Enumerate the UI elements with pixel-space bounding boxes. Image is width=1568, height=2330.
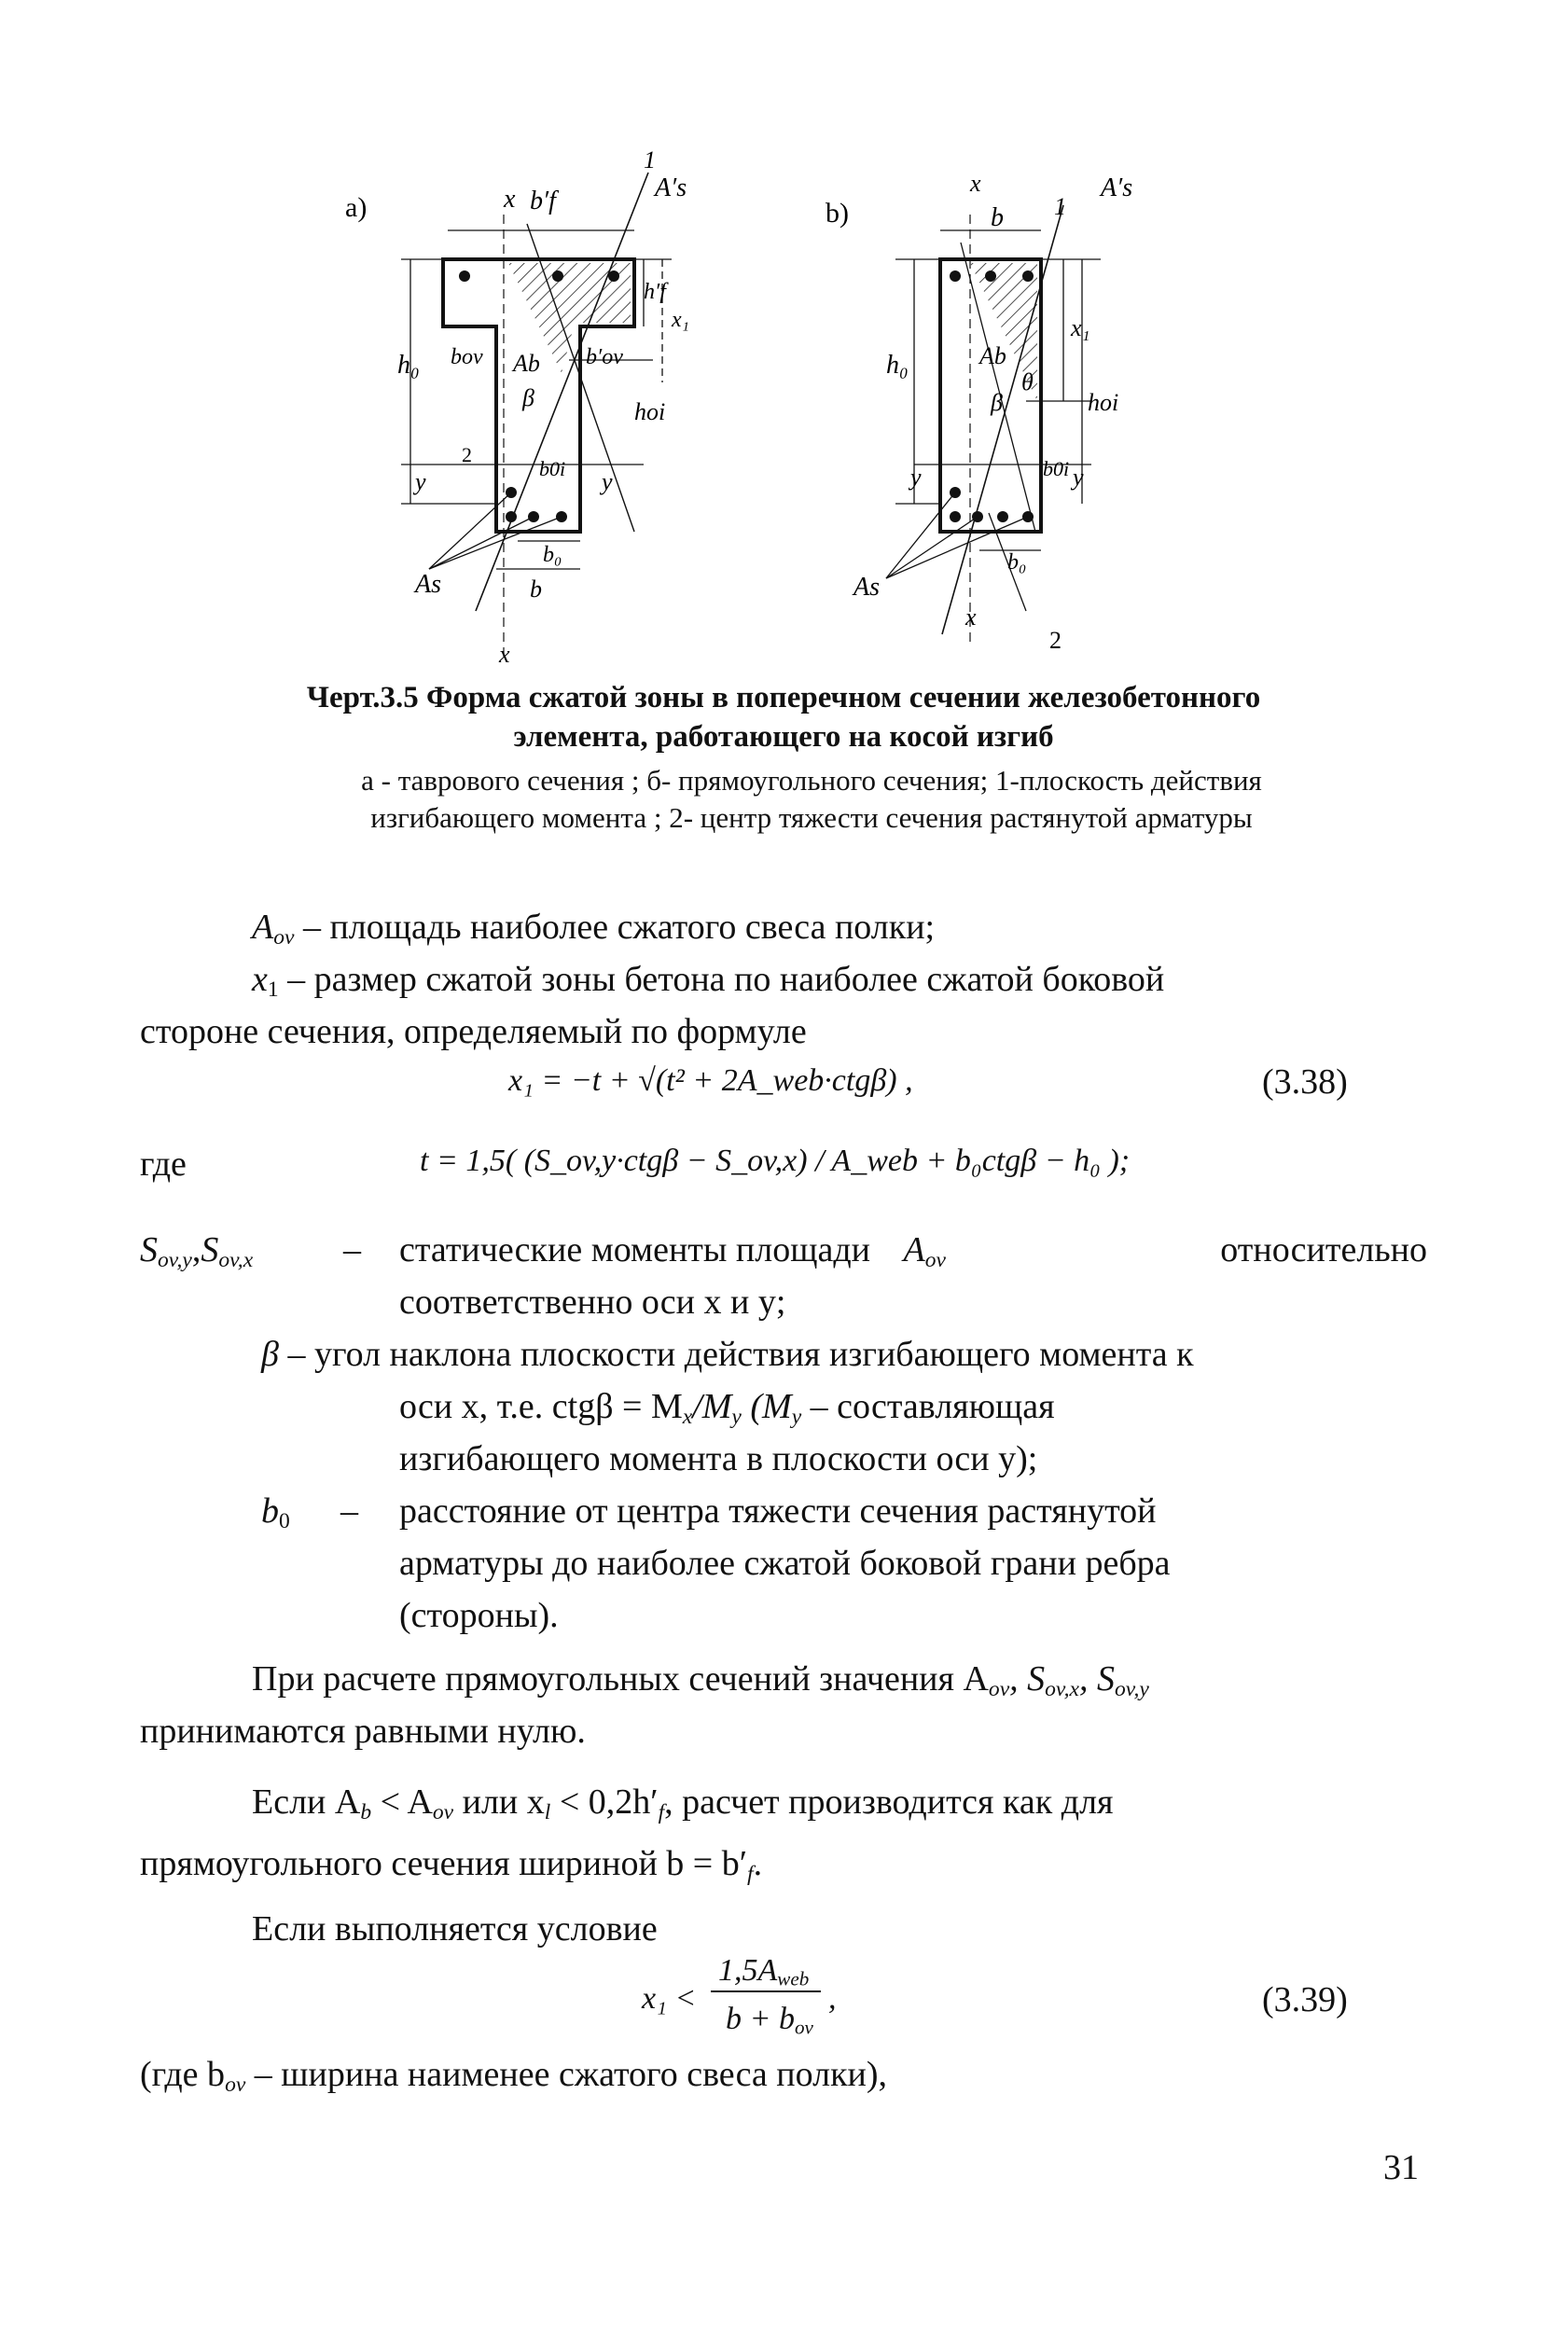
- formula-3-39-denominator: $b + b_{ov}$: [726, 2002, 813, 2039]
- svg-text:b: b: [530, 576, 542, 603]
- svg-text:b: b: [991, 203, 1004, 232]
- svg-text:bov: bov: [451, 345, 483, 369]
- svg-text:x: x: [499, 641, 510, 668]
- b0-desc-line3: (стороны).: [399, 1596, 559, 1635]
- svg-text:x₁: x₁: [672, 308, 689, 332]
- svg-text:h₀: h₀: [397, 351, 420, 380]
- svg-text:x: x: [504, 185, 516, 214]
- sov-symbols: $S_{ov,y},S_{ov,x}$: [140, 1230, 254, 1272]
- equation-number-3-38: (3.38): [1262, 1062, 1348, 1102]
- svg-text:h′f: h′f: [644, 280, 666, 304]
- b0-dash: –: [340, 1491, 358, 1531]
- b0-desc-line1: расстояние от центра тяжести сечения растянутой: [399, 1491, 1157, 1531]
- svg-text:As: As: [415, 570, 441, 599]
- svg-text:A′s: A′s: [655, 173, 687, 202]
- svg-text:h₀: h₀: [886, 351, 909, 380]
- caption-title-line2: элемента, работающего на косой изгиб: [513, 720, 1054, 754]
- last-line: (где $b_{ov}$ – ширина наименее сжатого свеса полки),: [140, 2055, 888, 2097]
- caption-title-line1: Черт.3.5 Форма сжатой зоны в поперечном сечении железобетонного: [306, 681, 1261, 714]
- svg-text:y: y: [910, 464, 922, 491]
- svg-text:1: 1: [1054, 193, 1066, 220]
- equation-number-3-39: (3.39): [1262, 1980, 1348, 2019]
- condition-paragraph-line1: Если $A_b < A_{ov}$ или $x_l < 0,2h'_f$, расчет производится как для: [252, 1782, 1114, 1824]
- formula-3-39-numerator: $1,5A_{web}$: [718, 1953, 810, 1990]
- where-label: где: [140, 1144, 187, 1184]
- svg-text:As: As: [853, 573, 880, 602]
- rebar-top-left-a: [459, 270, 470, 282]
- beta-def-line3: изгибающего момента в плоскости оси y);: [399, 1439, 1038, 1478]
- svg-text:β: β: [991, 389, 1003, 416]
- svg-text:b0i: b0i: [539, 457, 566, 480]
- x1-definition: $x_1$ – размер сжатой зоны бетона по наиболее сжатой боковой: [252, 960, 1165, 1002]
- svg-text:2: 2: [462, 443, 472, 466]
- formula-3-39-lhs: x₁ <: [642, 1981, 697, 2016]
- panel-b-label: b): [826, 198, 849, 229]
- svg-text:2: 2: [1049, 627, 1062, 654]
- svg-text:b′f: b′f: [530, 187, 556, 215]
- svg-text:x₁: x₁: [1071, 314, 1090, 341]
- condition-met-line: Если выполняется условие: [252, 1909, 658, 1949]
- svg-text:b′ov: b′ov: [586, 345, 623, 369]
- b0-symbol: $b_0$: [261, 1491, 290, 1533]
- svg-text:y: y: [602, 468, 613, 495]
- svg-text:hoi: hoi: [1088, 389, 1119, 416]
- svg-text:Ab: Ab: [513, 350, 540, 377]
- b0-desc-line2: арматуры до наиболее сжатой боковой грани ребра: [399, 1544, 1171, 1583]
- caption-note-line2: изгибающего момента ; 2- центр тяжести сечения растянутой арматуры: [370, 801, 1253, 834]
- formula-t: t = 1,5( (S_ov,y·ctgβ − S_ov,x) / A_web + b₀ctgβ − h₀ );: [420, 1144, 1131, 1178]
- rect-paragraph-line1: При расчете прямоугольных сечений значения $A_{ov}$, $S_{ov,x}$, $S_{ov,y}$: [252, 1659, 1149, 1701]
- sov-desc-line2: соответственно оси x и y;: [399, 1283, 786, 1322]
- svg-text:b₀: b₀: [543, 543, 562, 567]
- svg-text:y: y: [1073, 464, 1084, 491]
- x1-definition-cont: стороне сечения, определяемый по формуле: [140, 1012, 807, 1051]
- svg-text:x: x: [970, 170, 981, 197]
- sov-desc-line1: статические моменты площади $A_{ov}$ относительно: [399, 1230, 1427, 1272]
- svg-text:y: y: [415, 468, 426, 495]
- svg-text:θ: θ: [1021, 368, 1034, 395]
- cross-section-drawing: [317, 140, 1250, 672]
- beta-def-line2: оси x, т.е. $ctg\beta = M_x/M_y$ ($M_y$ – составляющая: [399, 1387, 1055, 1429]
- svg-text:b₀: b₀: [1007, 550, 1027, 575]
- svg-text:Ab: Ab: [979, 342, 1006, 369]
- formula-3-39-comma: ,: [828, 1981, 837, 2016]
- sov-dash: –: [343, 1230, 361, 1269]
- svg-text:A′s: A′s: [1101, 173, 1133, 202]
- aov-definition: $A_{ov}$ – площадь наиболее сжатого свеса полки;: [252, 908, 936, 950]
- condition-paragraph-line2: прямоугольного сечения шириной $b = b'_f$.: [140, 1844, 763, 1886]
- fraction-bar: [711, 1990, 821, 1992]
- panel-a-label: a): [345, 192, 368, 223]
- page-number: 31: [1383, 2148, 1419, 2187]
- rect-paragraph-line2: принимаются равными нулю.: [140, 1712, 586, 1751]
- figure-cross-sections: [317, 140, 1250, 672]
- beta-def-line1: β – угол наклона плоскости действия изгибающего момента к: [261, 1335, 1194, 1374]
- formula-3-38: x₁ = −t + √(t² + 2A_web·ctgβ) ,: [508, 1063, 913, 1098]
- svg-text:β: β: [522, 384, 534, 411]
- svg-text:x: x: [965, 603, 977, 631]
- svg-text:b0i: b0i: [1043, 457, 1070, 480]
- svg-text:1: 1: [644, 146, 656, 173]
- svg-text:hoi: hoi: [634, 398, 666, 425]
- caption-note-line1: а - таврового сечения ; б- прямоугольного сечения; 1-плоскость действия: [361, 764, 1262, 797]
- plane-of-moment-a: [476, 173, 648, 611]
